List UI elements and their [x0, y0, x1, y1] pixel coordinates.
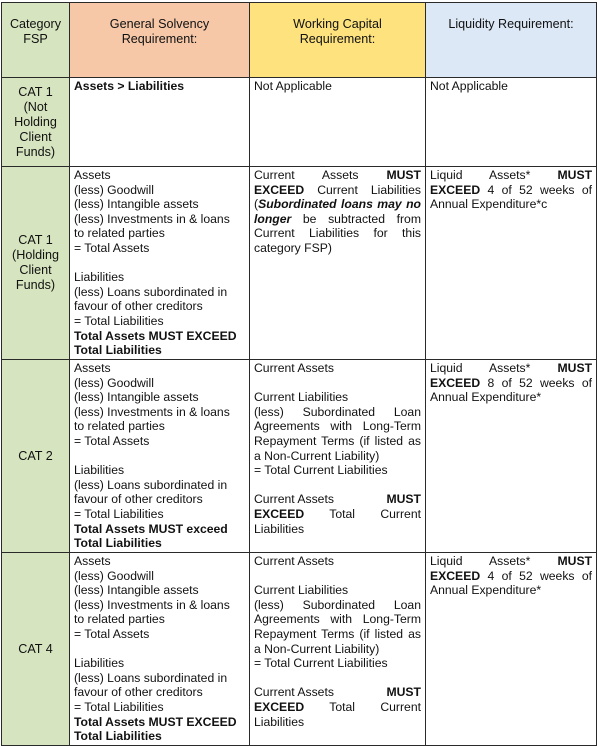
header-category: Category FSP — [2, 3, 70, 78]
table-row-cat1-holding — [2, 167, 597, 360]
category-cell: CAT 1 (Not Holding Client Funds) — [2, 78, 70, 167]
liquidity-cell: Liquid Assets* MUST EXCEED 8 of 52 weeks of Annual Expenditure* — [426, 360, 597, 553]
category-cell: CAT 1 (Holding Client Funds) — [2, 167, 70, 360]
solvency-cell: Assets (less) Goodwill (less) Intangible assets (less) Investments in & loans to related parties = Total Assets Liabilities (less) Loans subordinated in favour of other creditors = Total Liabilities Total Assets MUST exceed Total Liabilities — [70, 360, 250, 553]
header-row — [2, 3, 597, 78]
working-capital-cell: Not Applicable — [250, 78, 426, 167]
category-cell: CAT 2 — [2, 360, 70, 553]
working-capital-cell: Current Assets MUST EXCEED Current Liabilities (Subordinated loans may no longer be subtracted from Current Liabilities for this category FSP) — [250, 167, 426, 360]
table-row-cat4 — [2, 553, 597, 746]
table-row-cat2 — [2, 360, 597, 553]
liquidity-cell: Liquid Assets* MUST EXCEED 4 of 52 weeks of Annual Expenditure*c — [426, 167, 597, 360]
fsp-requirements-table — [1, 2, 597, 746]
solvency-cell: Assets (less) Goodwill (less) Intangible assets (less) Investments in & loans to related parties = Total Assets Liabilities (less) Loans subordinated in favour of other creditors = Total Liabilities Total Assets MUST EXCEED Total Liabilities — [70, 553, 250, 746]
category-cell: CAT 4 — [2, 553, 70, 746]
table-row-cat1-not-holding — [2, 78, 597, 167]
header-liquidity: Liquidity Requirement: — [426, 3, 597, 78]
liquidity-cell: Not Applicable — [426, 78, 597, 167]
solvency-cell: Assets (less) Goodwill (less) Intangible assets (less) Investments in & loans to related parties = Total Assets Liabilities (less) Loans subordinated in favour of other creditors = Total Liabilities Total Assets MUST EXCEED Total Liabilities — [70, 167, 250, 360]
solvency-cell: Assets > Liabilities — [70, 78, 250, 167]
working-capital-cell: Current Assets Current Liabilities (less) Subordinated Loan Agreements with Long-Term Repayment Terms (if listed as a Non-Current Liability) = Total Current Liabilities Current Assets MUST EXCEED Total Current Liabilities — [250, 553, 426, 746]
liquidity-cell: Liquid Assets* MUST EXCEED 4 of 52 weeks of Annual Expenditure* — [426, 553, 597, 746]
header-solvency: General Solvency Requirement: — [70, 3, 250, 78]
working-capital-cell: Current Assets Current Liabilities (less) Subordinated Loan Agreements with Long-Term Repayment Terms (if listed as a Non-Current Liability) = Total Current Liabilities Current Assets MUST EXCEED Total Current Liabilities — [250, 360, 426, 553]
header-working-capital: Working Capital Requirement: — [250, 3, 426, 78]
